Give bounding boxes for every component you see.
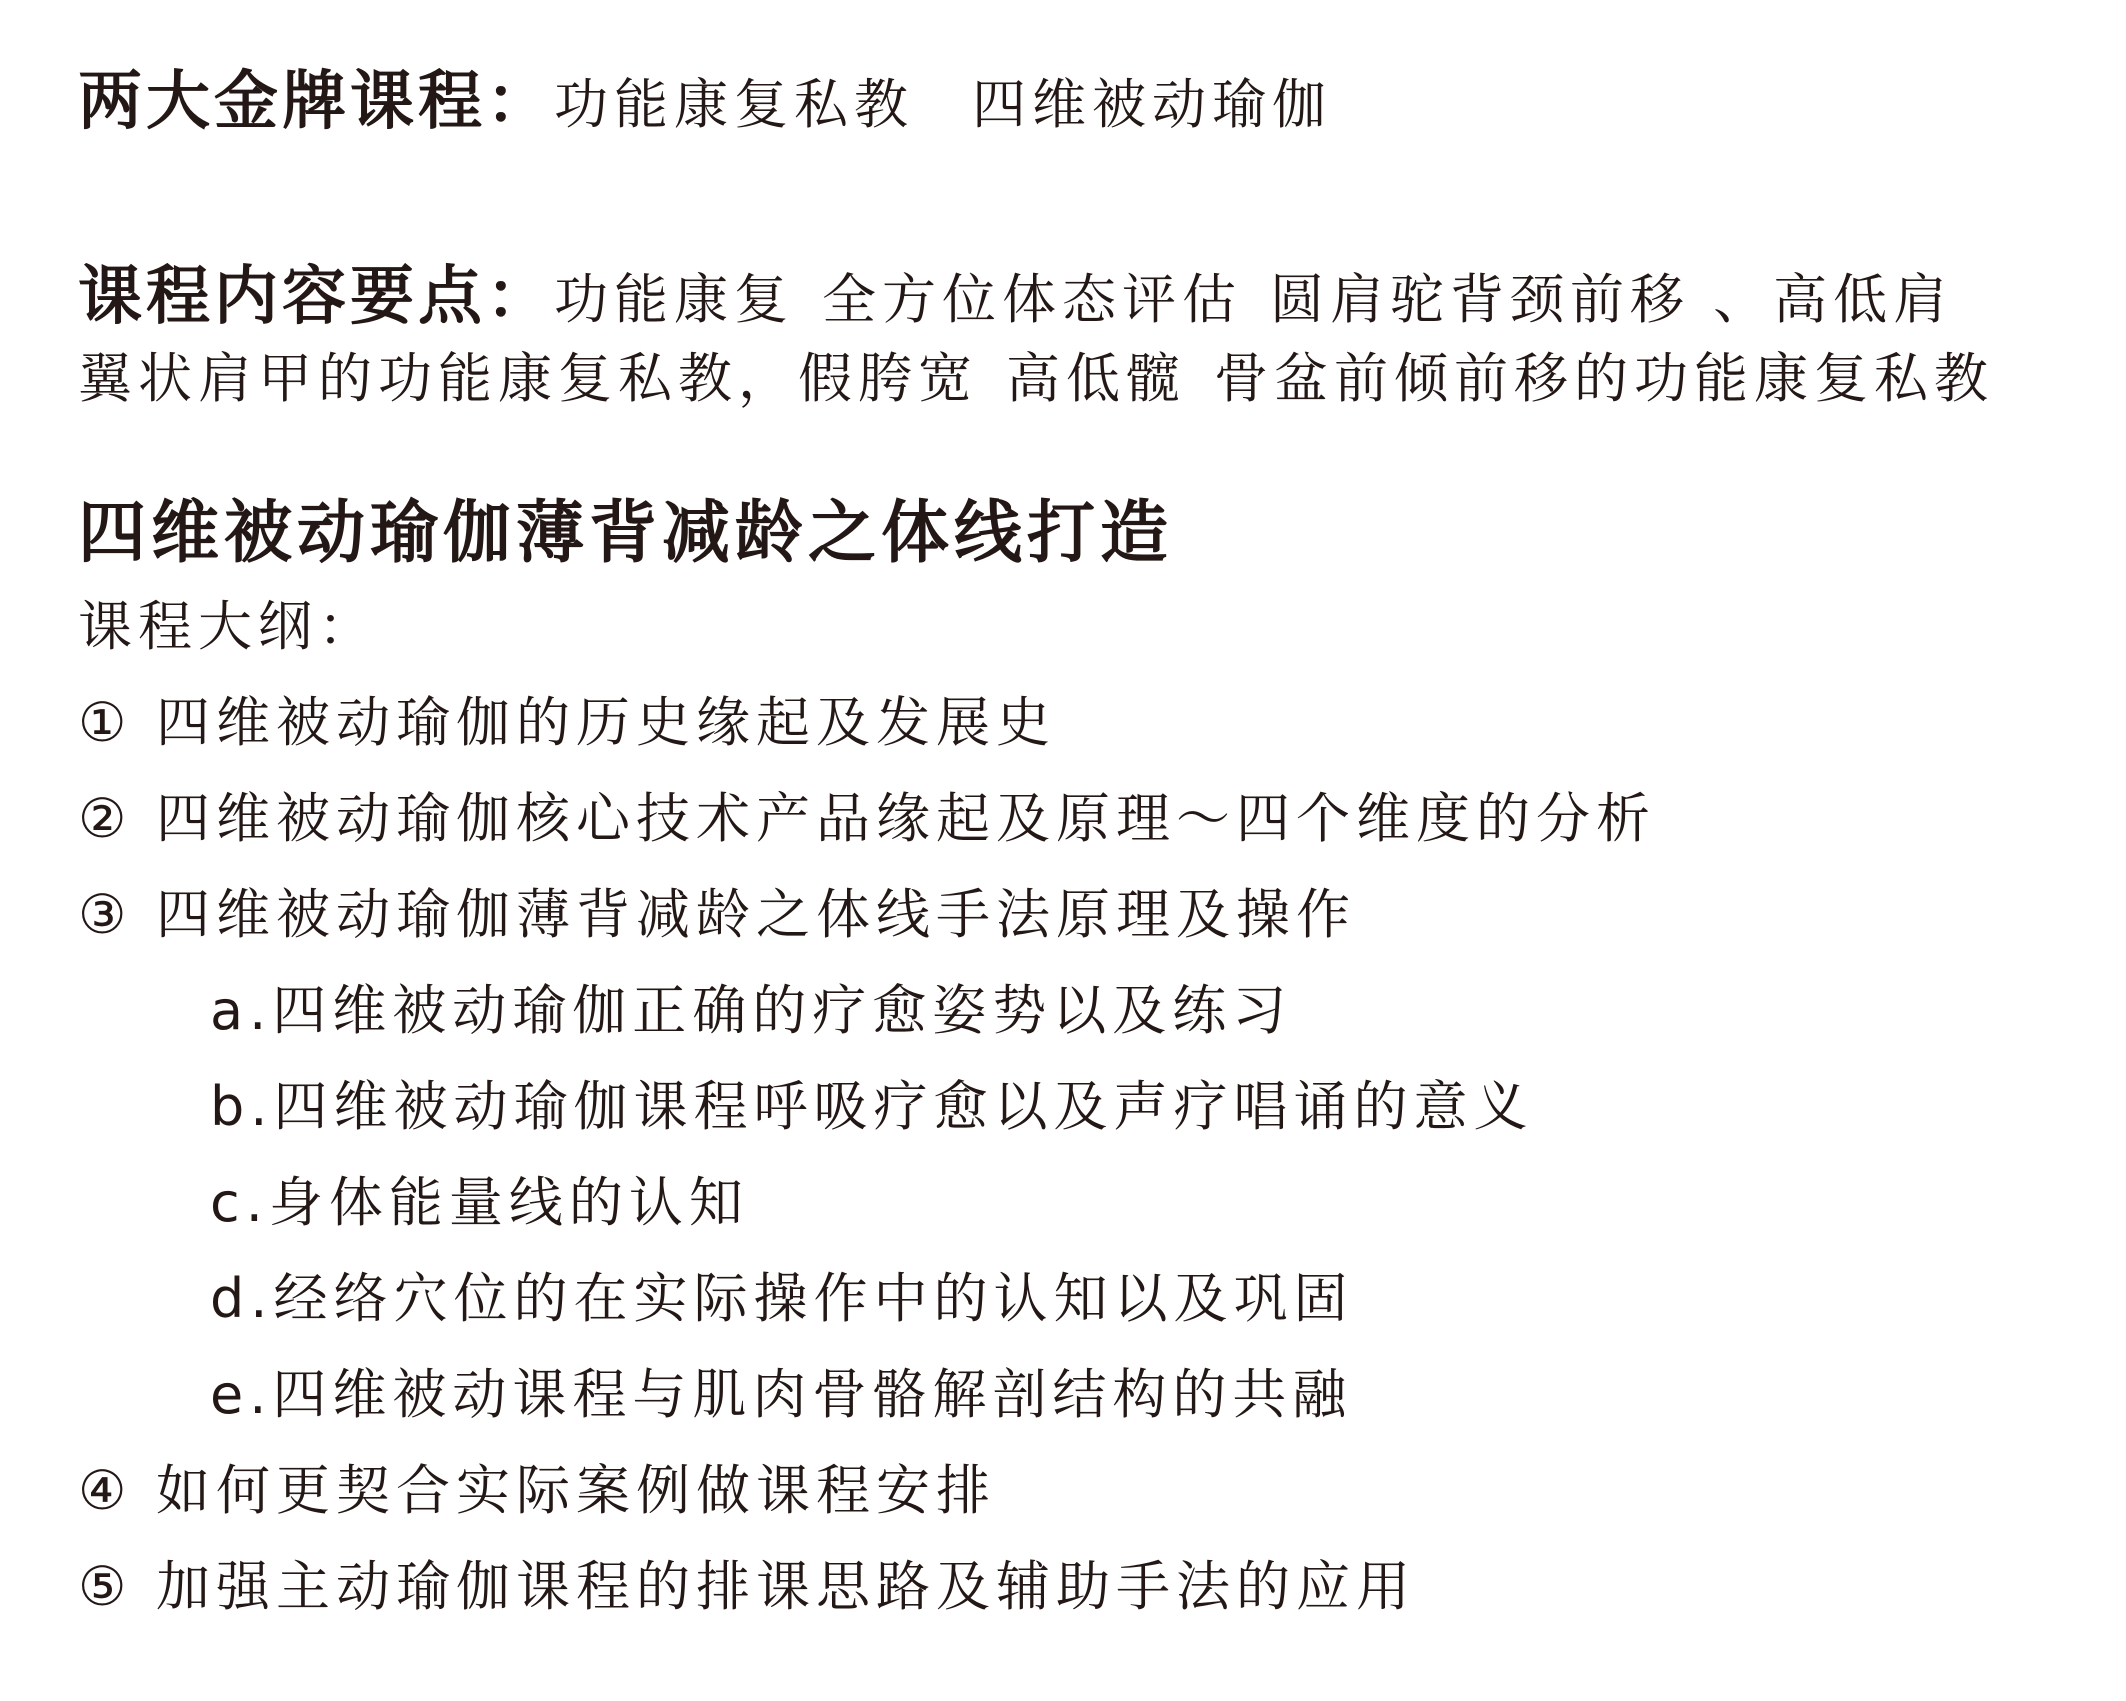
outline-text: 四维被动瑜伽的历史缘起及发展史 [156,691,1056,754]
outline-number: ③ [78,883,133,946]
outline-number: ④ [78,1459,133,1522]
content-line2-part-1: 翼状肩甲的功能康复私教，假胯宽 [78,347,978,410]
outline-number: ① [78,691,133,754]
gold-courses-line [78,65,1332,139]
content-points-line [78,260,1954,334]
outline-item-2 [78,787,1656,850]
section-title: 四维被动瑜伽薄背减龄之体线打造 [78,494,1174,573]
sub-item-e: e.四维被动课程与肌肉骨骼解剖结构的共融 [210,1363,1353,1426]
gold-courses-label: 两大金牌课程： [78,65,554,139]
content-part-2: 全方位体态评估 [822,268,1242,331]
outline-item-5 [78,1555,1416,1618]
outline-text: 四维被动瑜伽核心技术产品缘起及原理～四个维度的分析 [156,787,1656,850]
sub-item-a: a.四维被动瑜伽正确的疗愈姿势以及练习 [210,979,1293,1042]
sub-item-c: c.身体能量线的认知 [210,1171,749,1234]
outline-number: ② [78,787,133,850]
content-points-line-2 [78,347,1994,410]
outline-item-1 [78,691,1056,754]
outline-text: 如何更契合实际案例做课程安排 [156,1459,996,1522]
outline-label: 课程大纲： [78,595,378,658]
outline-text: 四维被动瑜伽薄背减龄之体线手法原理及操作 [156,883,1356,946]
content-line2-part-2: 高低髋 [1006,347,1186,410]
sub-item-d: d.经络穴位的在实际操作中的认知以及巩固 [210,1267,1354,1330]
content-part-3: 圆肩驼背颈前移 、高低肩 [1270,268,1954,331]
outline-item-3 [78,883,1356,946]
content-points-label: 课程内容要点： [78,260,554,334]
outline-item-4 [78,1459,996,1522]
course-name-2: 四维被动瑜伽 [972,73,1332,136]
course-name-1: 功能康复私教 [554,73,914,136]
sub-item-b: b.四维被动瑜伽课程呼吸疗愈以及声疗唱诵的意义 [210,1075,1534,1138]
content-line2-part-3: 骨盆前倾前移的功能康复私教 [1214,347,1994,410]
outline-number: ⑤ [78,1555,133,1618]
content-part-1: 功能康复 [554,268,794,331]
outline-text: 加强主动瑜伽课程的排课思路及辅助手法的应用 [156,1555,1416,1618]
